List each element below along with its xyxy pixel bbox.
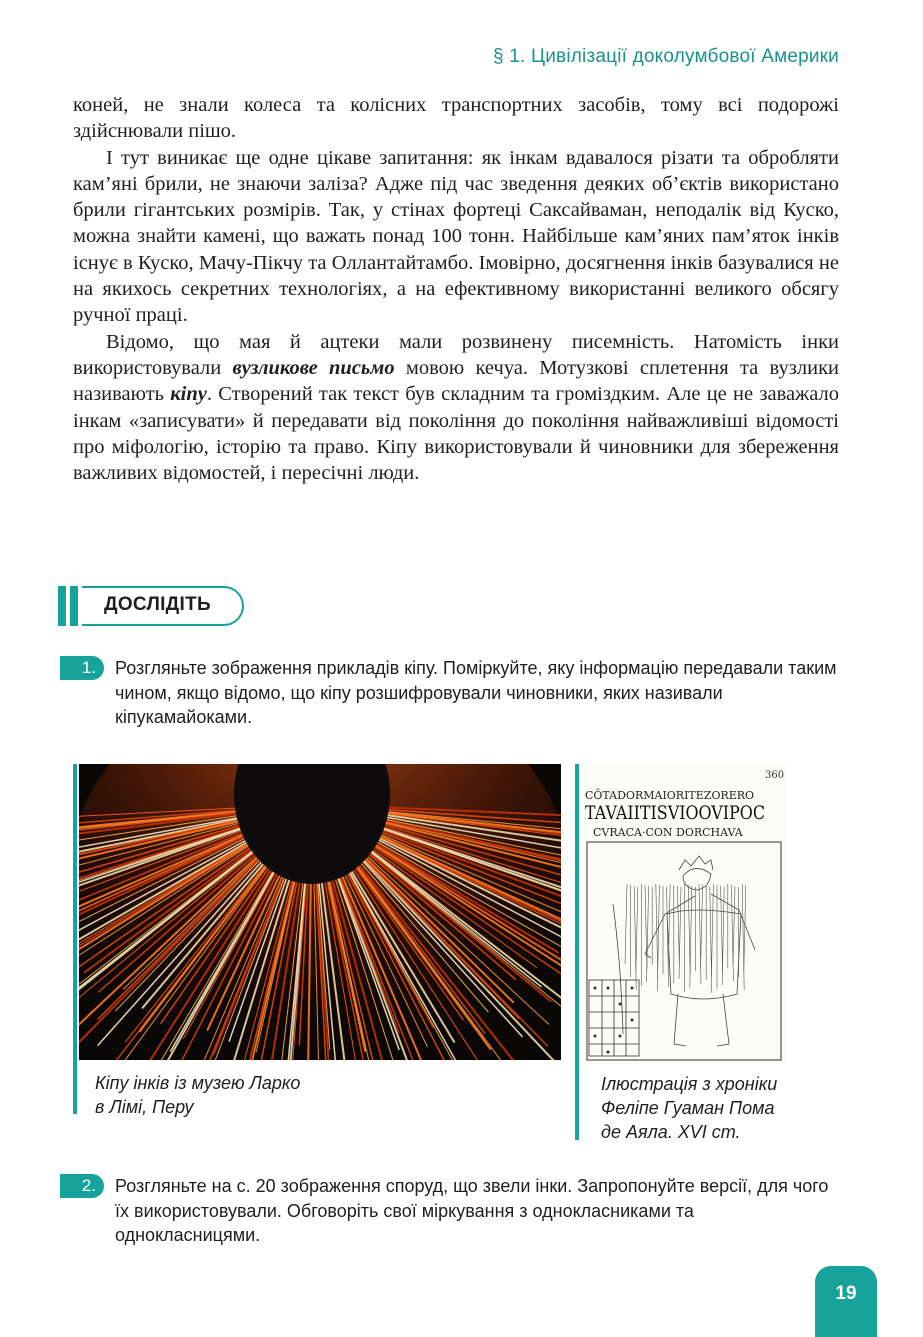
- photo-caption-line-1: Кіпу інків із музею Ларко: [95, 1073, 301, 1093]
- explore-label: ДОСЛІДІТЬ: [104, 594, 211, 615]
- illustration-accent-line: [575, 764, 579, 1140]
- accent-bar: [70, 586, 78, 626]
- paragraph-3: [73, 329, 839, 487]
- accent-bar: [58, 586, 66, 626]
- chronicle-illustration: [583, 764, 787, 1064]
- photo-caption-line-2: в Лімі, Перу: [95, 1097, 194, 1117]
- illustration-caption: [601, 1072, 777, 1144]
- task-number-badge: 2.: [60, 1174, 104, 1198]
- illustration-line-1: CŌTADORMAIORITEZORERO: [585, 789, 755, 802]
- photo-accent-line: [73, 764, 77, 1114]
- paragraph-3-part-b: мовою кечуа. Мотузкові сплетення та вузлики називають: [73, 356, 840, 406]
- illustration-caption-line-1: Ілюстрація з хроніки: [601, 1074, 778, 1094]
- photo-caption: [95, 1071, 300, 1119]
- illustration-caption-line-2: Феліпе Гуаман Пома: [601, 1098, 775, 1118]
- illustration-line-2: TAVAIITISVIOOVIPOC: [585, 802, 765, 824]
- paragraph-3-part-a: Відомо, що мая й ацтеки мали розвинену писемність. Натомість інки використовували: [73, 330, 839, 379]
- task-1: [60, 656, 840, 730]
- term-quipu: кіпу: [170, 383, 207, 406]
- paragraph-3-part-c: . Створений так текст був складним та громіздким. Але це не заважало інкам «записувати» й передавати від покоління до покоління найважливіші відомості про міфологію, історію та право. Кіпу використовували й чиновники для збереження важливих відомостей, і пересічні люди.: [73, 383, 839, 485]
- quipu-photo-image: [79, 764, 561, 1060]
- explore-heading: [58, 586, 248, 626]
- main-text: [73, 92, 839, 486]
- illustration-line-3: CVRACA·CON DORCHAVA: [593, 826, 743, 839]
- task-text: Розгляньте зображення прикладів кіпу. Поміркуйте, яку інформацію передавали таким чином, якщо відомо, що кіпу розшифровували чиновники, яких називали кіпукамайоками.: [115, 658, 837, 727]
- page-number: 19: [815, 1266, 877, 1337]
- paragraph-1: коней, не знали колеса та колісних транспортних засобів, тому всі подорожі здійснювали пішо.: [73, 94, 839, 143]
- section-header: § 1. Цивілізації доколумбової Америки: [492, 46, 839, 67]
- illustration-caption-line-3: де Аяла. XVI ст.: [601, 1122, 741, 1142]
- task-2: [60, 1174, 840, 1248]
- task-text: Розгляньте на с. 20 зображення споруд, що звели інки. Запропонуйте версії, для чого їх використовували. Обговоріть свої міркування з однокласниками та однокласницями.: [115, 1176, 829, 1245]
- term-knot-writing: вузликове письмо: [232, 356, 395, 379]
- paragraph-2: І тут виникає ще одне цікаве запитання: як інкам вдавалося різати та обробляти кам’яні брили, не знаючи заліза? Адже під час зведення деяких об’єктів використано брили гігантських розмірів. Так, у стінах фортеці Саксайваман, неподалік від Куско, можна знайти камені, що важать понад 100 тонн. Найбільше кам’яних пам’яток інків існує в Куско, Мачу-Пікчу та Оллантайтамбо. Імовірно, досягнення інків базувалися не на якихось секретних технологіях, а на ефективному використанні великого обсягу ручної праці.: [73, 146, 839, 327]
- task-number-badge: 1.: [60, 656, 104, 680]
- page-mark: 360: [765, 770, 785, 781]
- quipu-photo: [79, 764, 561, 1060]
- chronicle-illustration-image: [583, 764, 787, 1064]
